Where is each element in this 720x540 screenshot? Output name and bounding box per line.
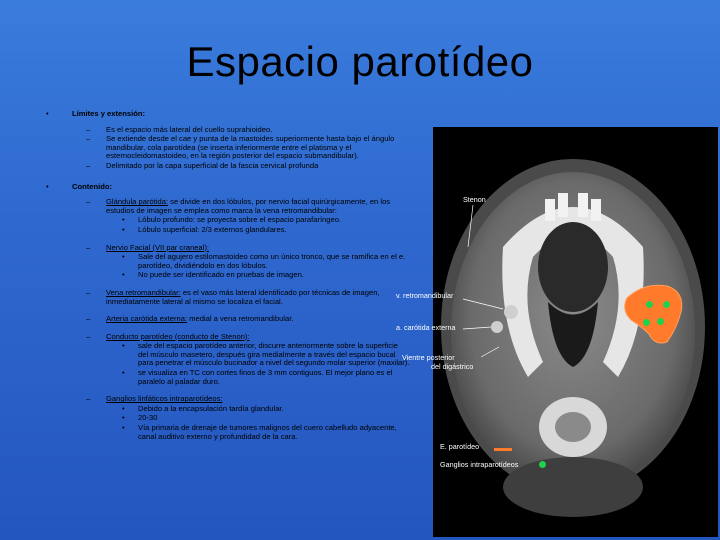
list-item: – Ganglios linfáticos intraparotídeos: — [86, 394, 223, 404]
dash-icon: – — [86, 134, 91, 144]
legend-ganglios-swatch — [539, 461, 546, 468]
list-item: – Es el espacio más lateral del cuello suprahioideo. — [86, 124, 273, 134]
bullet-icon: • — [46, 181, 49, 191]
dash-icon: – — [86, 394, 91, 404]
sub-item: • se visualiza en TC con cortes finos de 3 mm contiguos. El mejor plano es el paralelo al paladar duro. — [122, 368, 393, 386]
dash-icon: – — [86, 314, 91, 324]
list-item: – Conducto parotídeo (conducto de Stenon): — [86, 331, 250, 341]
list-item: – Se extiende desde el cae y punta de la mastoides superiormente hasta bajo el ángulo mandibular, cola parotídea (se inserta inferiormente entre el platisma y el esternocleidomastoideo, en la región posterior del espacio submandibular). — [86, 134, 395, 161]
list-item: – Arteria carótida externa: medial a vena retromandibular. — [86, 314, 294, 324]
list-item: – Nervio Facial (VII par craneal): — [86, 242, 209, 252]
section-heading: Contenido: — [72, 181, 113, 191]
label-v-retromandibular: v. retromandibular — [396, 291, 454, 300]
list-item: – Delimitado por la capa superficial de la fascia cervical profunda — [86, 160, 319, 170]
bullet-icon: • — [122, 423, 125, 433]
bullet-icon: • — [122, 403, 125, 413]
sub-item: • Vía primaria de drenaje de tumores malignos del cuero cabelludo adyacente, canal auditivo externo y profundidad de la cara. — [122, 423, 397, 441]
sub-item: • No puede ser identificado en pruebas de imagen. — [122, 270, 304, 280]
sub-item: • Lóbulo profundo: se proyecta sobre el espacio parafaríngeo. — [122, 215, 342, 225]
section-limites — [40, 110, 410, 171]
legend-parotid-label: E. parotídeo — [440, 442, 480, 451]
bullet-icon: • — [122, 270, 125, 280]
dash-icon: – — [86, 124, 91, 134]
slide-content — [40, 110, 410, 449]
bullet-icon: • — [46, 109, 49, 118]
bullet-icon: • — [122, 368, 125, 378]
ct-scan-image — [433, 127, 718, 537]
bullet-icon: • — [122, 224, 125, 234]
dash-icon: – — [86, 242, 91, 252]
list-item: – Glándula parótida: se divide en dos lóbulos, por nervio facial quirúrgicamente, en los estudios de imagen se emplea como marca la vena retromandibular: — [86, 197, 391, 215]
slide-title: Espacio parotídeo — [186, 38, 534, 85]
label-vientre-posterior: Vientre posterior — [402, 353, 455, 362]
dash-icon: – — [86, 331, 91, 341]
dash-icon: – — [86, 197, 91, 207]
sub-item: • Debido a la encapsulación tardía glandular. — [122, 403, 284, 413]
dash-icon: – — [86, 160, 91, 170]
sub-item: • Lóbulo superficial: 2/3 externos glandulares. — [122, 224, 287, 234]
section-heading: Límites y extensión: — [72, 109, 146, 118]
label-carotida-externa: a. carótida externa — [396, 323, 456, 332]
label-digastrico: del digástrico — [431, 362, 474, 371]
annotation-lines — [433, 127, 718, 537]
bullet-icon: • — [122, 341, 125, 351]
legend-ganglios-label: Ganglios intraparotídeos — [440, 460, 519, 469]
sub-item: • Sale del agujero estilomastoideo como un único tronco, que se ramifica en el e. parotídeo, dividiéndolo en dos lóbulos. — [122, 252, 406, 270]
bullet-icon: • — [122, 215, 125, 225]
sub-item: • 20-30 — [122, 413, 158, 423]
section-contenido — [40, 183, 410, 442]
legend-parotid-swatch — [494, 448, 512, 451]
bullet-icon: • — [122, 252, 125, 262]
sub-item: • sale del espacio parotídeo anterior, discurre anteriormente sobre la superficie del músculo masetero, después gira medialmente a través del espacio bucal para penetrar el músculo bucinador a nivel del segundo molar superior (maxilar). — [122, 341, 410, 368]
dash-icon: – — [86, 287, 91, 297]
label-stenon: Stenon — [463, 195, 486, 204]
bullet-icon: • — [122, 413, 125, 423]
list-item: – Vena retromandibular: es el vaso más lateral identificado por técnicas de imagen, inmediatamente lateral al mismo se localiza el facial. — [86, 287, 380, 306]
